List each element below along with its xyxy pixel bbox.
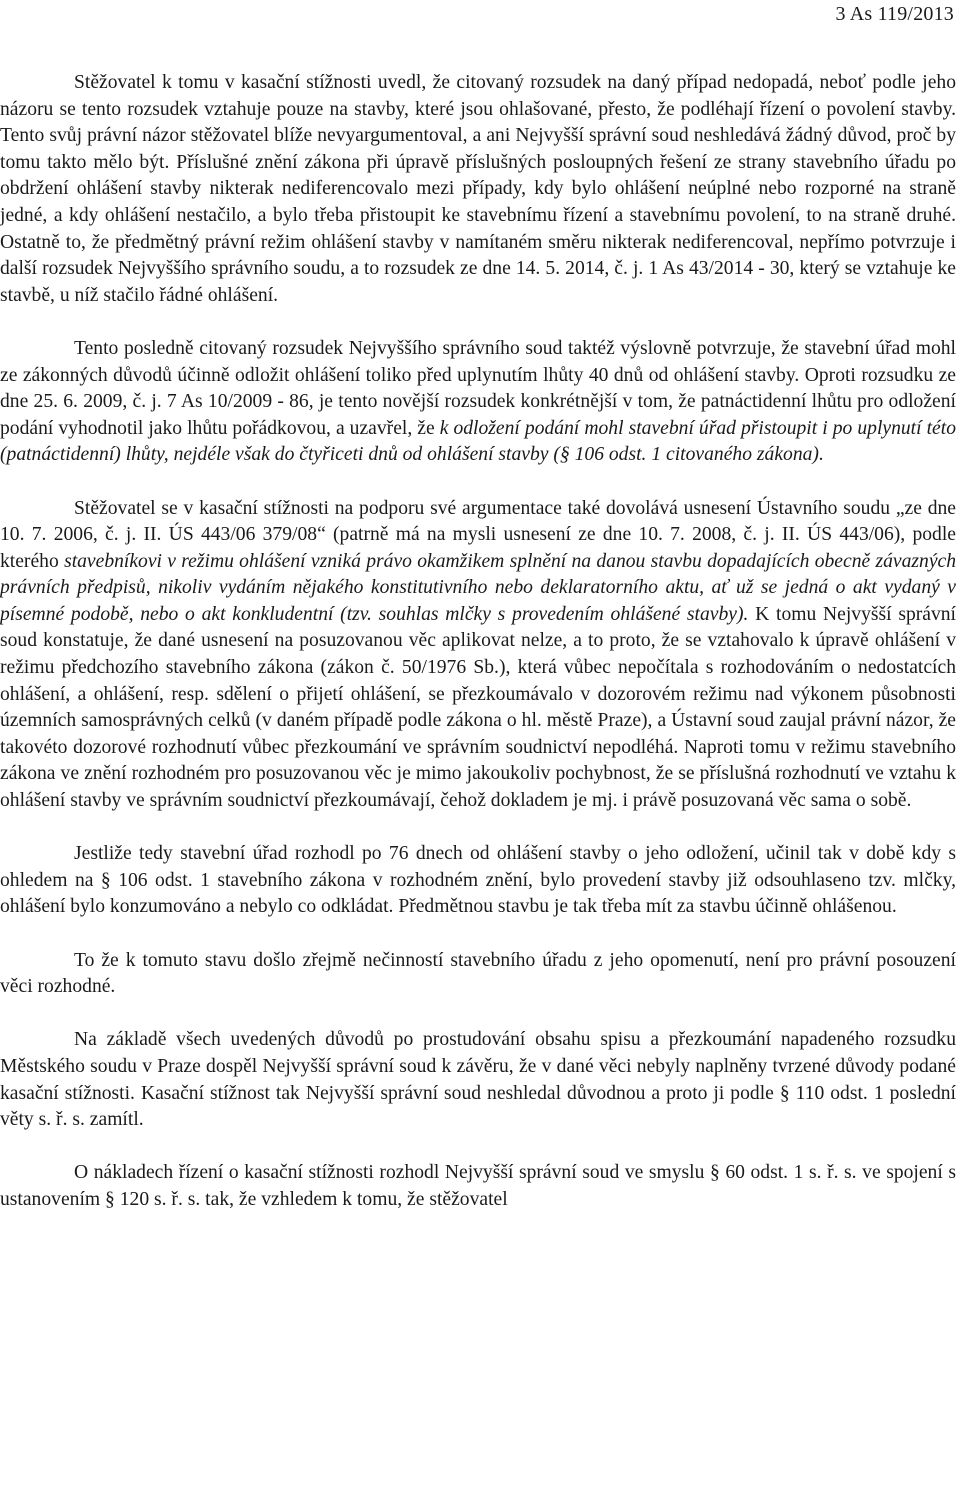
paragraph-text: Stěžovatel k tomu v kasační stížnosti uvedl, že citovaný rozsudek na daný případ nedopadá, neboť podle jeho názoru se tento rozsudek vztahuje pouze na stavby, které jsou ohlašované, přesto, že podléhají řízení o povolení stavby. Tento svůj právní názor stěžovatel blíže nevyargumentoval, a ani Nejvyšší správní soud neshledává žádný důvod, proč by tomu takto mělo být. Příslušné znění zákona při úpravě příslušných posloupných řešení ze strany stavebního úřadu po obdržení ohlášení stavby nikterak nediferencovalo mezi případy, kdy bylo ohlášení neúplné nebo rozporné na straně jedné, a kdy ohlášení nestačilo, a bylo třeba přistoupit ke stavebnímu řízení a stavebnímu povolení, to na straně druhé. Ostatně to, že předmětný právní režim ohlášení stavby v namítaném směru nikterak nediferencoval, nepřímo potvrzuje i další rozsudek Nejvyššího správního soudu, a to rozsudek ze dne 14. 5. 2014, č. j. 1 As 43/2014 - 30, který se vztahuje ke stavbě, u níž stačilo řádné ohlášení.: [0, 72, 956, 306]
paragraph-text: Na základě všech uvedených důvodů po prostudování obsahu spisu a přezkoumání napadeného rozsudku Městského soudu v Praze dospěl Nejvyšší správní soud k závěru, že v dané věci nebyly naplněny tvrzené důvody podané kasační stížnosti. Kasační stížnost tak Nejvyšší správní soud neshledal důvodnou a proto ji podle § 110 odst. 1 poslední věty s. ř. s. zamítl.: [0, 1029, 956, 1131]
paragraph-4: [0, 841, 956, 921]
paragraph-3: [0, 496, 956, 815]
paragraph-2: [0, 336, 956, 469]
paragraph-text: O nákladech řízení o kasační stížnosti rozhodl Nejvyšší správní soud ve smyslu § 60 odst. 1 s. ř. s. ve spojení s ustanovením § 120 s. ř. s. tak, že vzhledem k tomu, že stěžovatel: [0, 1162, 956, 1210]
document-body: [0, 70, 956, 1214]
paragraph-text: To že k tomuto stavu došlo zřejmě nečinností stavebního úřadu z jeho opomenutí, není pro právní posouzení věci rozhodné.: [0, 949, 956, 998]
paragraph-text: Tento posledně citovaný rozsudek Nejvyššího správního soud taktéž výslovně potvrzuje, že stavební úřad mohl ze zákonných důvodů účinně odložit ohlášení toliko před uplynutím lhůty 40 dnů od ohlášení stavby. Oproti rozsudku ze dne 25. 6. 2009, č. j. 7 As 10/2009 - 86, je tento novější rozsudek konkrétnější v tom, že patnáctidenní lhůtu pro odložení podání vyhodnotil jako lhůtu pořádkovou, a uzavřel, že: [0, 337, 956, 439]
document-number: 3 As 119/2013: [835, 3, 954, 25]
paragraph-quote: stavebníkovi v režimu ohlášení vzniká právo okamžikem splnění na danou stavbu dopadajících obecně závazných právních předpisů, nikoliv vydáním nějakého konstitutivního nebo deklaratorního aktu, ať už se jedná o akt vydaný v písemné podobě, nebo o akt konkludentní (tzv. souhlas mlčky s provedením ohlášené stavby).: [0, 550, 957, 625]
paragraph-quote: k odložení podání mohl stavební úřad přistoupit i po uplynutí této (patnáctidenní) lhůty, nejdéle však do čtyřiceti dnů od ohlášení stavby (§ 106 odst. 1 citovaného zákona).: [0, 417, 956, 466]
paragraph-1: [0, 70, 956, 309]
paragraph-7: [0, 1160, 956, 1213]
paragraph-text-continued: K tomu Nejvyšší správní soud konstatuje, že dané usnesení na posuzovanou věc aplikovat nelze, a to proto, že se vztahovalo k úpravě ohlášení v režimu předchozího stavebního zákona (zákon č. 50/1976 Sb.), která vůbec nepočítala s rozhodováním o nedostatcích ohlášení, a ohlášení, resp. sdělení o přijetí ohlášení, se přezkoumávalo v dozorovém režimu nad výkonem působnosti územních samosprávných celků (v daném případě podle zákona o hl. městě Praze), a Ústavní soud zaujal právní názor, že takovéto dozorové rozhodnutí vůbec přezkoumání ve správním soudnictví nepodléhá. Naproti tomu v režimu stavebního zákona ve znění rozhodném pro posuzovanou věc je mimo jakoukoliv pochybnost, že se příslušná rozhodnutí ve vztahu k ohlášení stavby ve správním soudnictví přezkoumávají, čehož dokladem je mj. i právě posuzovaná věc sama o sobě.: [0, 603, 956, 812]
paragraph-text: Jestliže tedy stavební úřad rozhodl po 76 dnech od ohlášení stavby o jeho odložení, učinil tak v době kdy s ohledem na § 106 odst. 1 stavebního zákona v rozhodném znění, bylo provedení stavby již odsouhlaseno tzv. mlčky, ohlášení bylo konzumováno a nebylo co odkládat. Předmětnou stavbu je tak třeba mít za stavbu účinně ohlášenou.: [0, 843, 956, 918]
paragraph-5: [0, 948, 956, 1001]
paragraph-6: [0, 1027, 956, 1133]
paragraph-text: Stěžovatel se v kasační stížnosti na podporu své argumentace také dovolává usnesení Ústavního soudu „ze dne 10. 7. 2006, č. j. II. ÚS 443/06 379/08“ (patrně má na mysli usnesení ze dne 10. 7. 2008, č. j. II. ÚS 443/06), podle kterého: [0, 497, 956, 572]
